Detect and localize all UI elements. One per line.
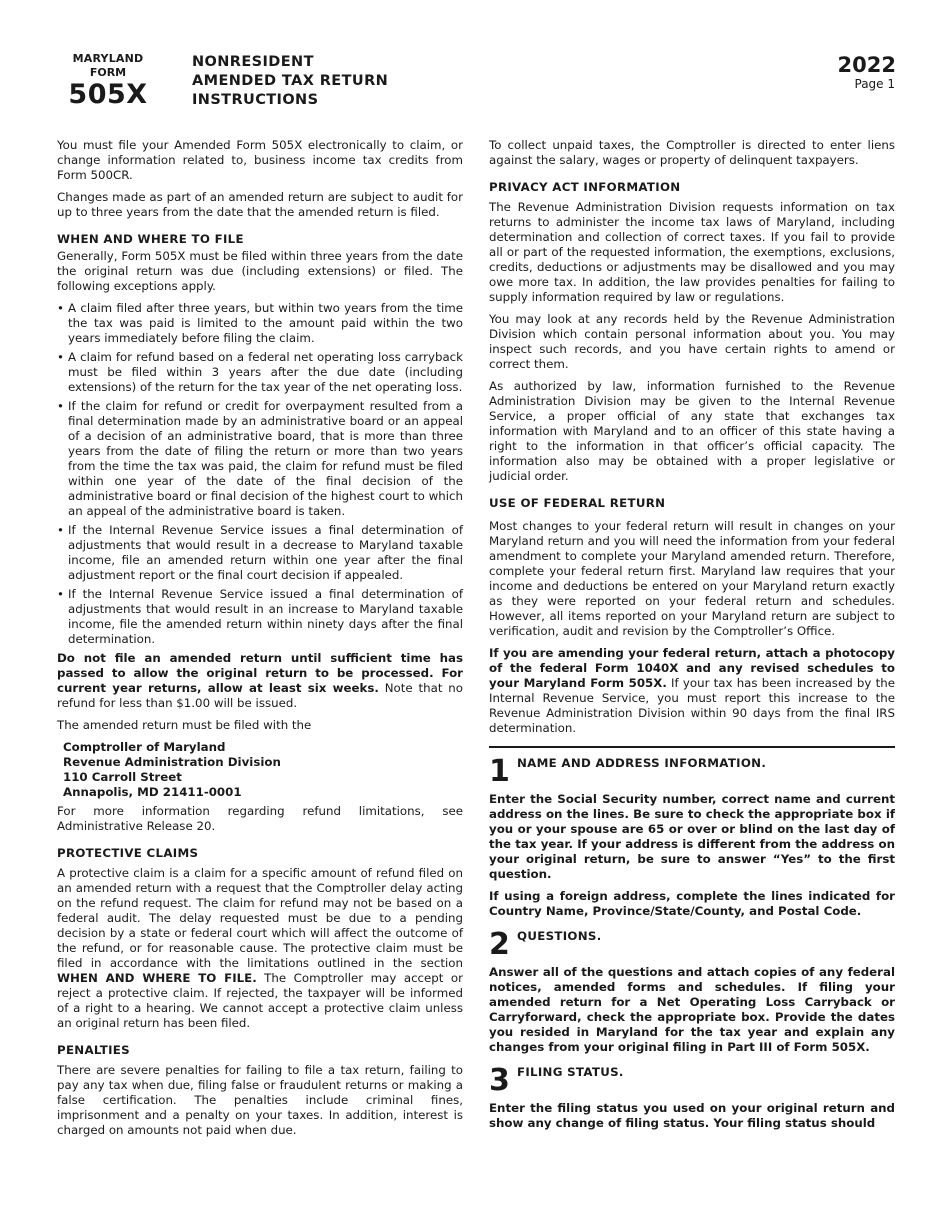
list-item: • A claim filed after three years, but within two years from the time the tax was paid is limited to the amount paid within the two years immediately before filing the claim.: [57, 301, 463, 346]
section-1-paragraph-2: If using a foreign address, complete the lines indicated for Country Name, Province/State/County, and Postal Code.: [489, 889, 895, 918]
section-3-paragraph-1: Enter the filing status you used on your original return and show any change of filing status. Your filing status should: [489, 1101, 895, 1130]
privacy-paragraph-1: The Revenue Administration Division requests information on tax returns to administer the income tax laws of Maryland, including determination and collection of correct taxes. If you fail to provide all or part of the requested information, the exemptions, exclusions, credits, deductions or adjustments may be disallowed and you may owe more tax. In addition, the law provides penalties for failing to supply information required by law or regulations.: [489, 200, 895, 304]
privacy-paragraph-2: You may look at any records held by the Revenue Administration Division which contain personal information about you. You may inspect such records, and you have certain rights to amend or correct them.: [489, 312, 895, 371]
section-number: 2: [489, 927, 510, 962]
address-line: 110 Carroll Street: [63, 770, 182, 784]
do-not-file-bold: Do not file an amended return until sufficient time has passed to allow the original return to be processed. For current year returns, allow at least six weeks.: [57, 651, 463, 695]
section-title: QUESTIONS.: [517, 929, 602, 943]
federal-return-heading: USE OF FEDERAL RETURN: [489, 496, 666, 510]
privacy-heading: PRIVACY ACT INFORMATION: [489, 180, 681, 194]
address-line: Revenue Administration Division: [63, 755, 281, 769]
protective-claims-text-a: A protective claim is a claim for a specific amount of refund filed on an amended return with a request that the Comptroller delay acting on the refund request. The claim for refund may not be based on a federal audit. The delay requested must be due to a pending decision by a state or federal court which will affect the outcome of the refund, or for reasonable cause. The protective claim must be filed in accordance with the limitations outlined in the section: [57, 866, 463, 970]
refund-limitations-text: For more information regarding refund limitations, see Administrative Release 20.: [57, 804, 463, 833]
address-line: Annapolis, MD 21411-0001: [63, 785, 242, 799]
federal-return-bold: If you are amending your federal return, attach a photocopy of the federal Form 1040X and any revised schedules to your Maryland Form 505X.: [489, 646, 895, 690]
title-line-1: NONRESIDENT: [192, 54, 314, 70]
liens-text: To collect unpaid taxes, the Comptroller is directed to enter liens against the salary, wages or property of delinquent taxpayers.: [489, 138, 895, 167]
protective-claims-ref: WHEN AND WHERE TO FILE.: [57, 971, 257, 985]
intro-paragraph-1: You must file your Amended Form 505X electronically to claim, or change information related to, business income tax credits from Form 500CR.: [57, 138, 463, 182]
exceptions-list: [57, 301, 463, 647]
intro-paragraph-2: Changes made as part of an amended return are subject to audit for up to three years from the date that the amended return is filed.: [57, 190, 463, 219]
section-title: FILING STATUS.: [517, 1065, 624, 1079]
list-item: • If the Internal Revenue Service issued a final determination of adjustments that would result in an increase to Maryland taxable income, file the amended return within ninety days after the final determination.: [57, 587, 463, 647]
protective-claims-heading: PROTECTIVE CLAIMS: [57, 846, 199, 860]
privacy-paragraph-3: As authorized by law, information furnished to the Revenue Administration Division may be given to the Internal Revenue Service, a proper official of any state that exchanges tax information with Maryland and to an officer of this state having a right to the information in that officer’s official capacity. The information also may be obtained with a proper legislative or judicial order.: [489, 379, 895, 483]
federal-return-rest: If your tax has been increased by the Internal Revenue Service, you must report this increase to the Revenue Administration Division within 90 days from the final IRS determination.: [489, 676, 895, 735]
right-column: [489, 138, 895, 1138]
page-number: Page 1: [854, 77, 895, 91]
list-item: • If the claim for refund or credit for overpayment resulted from a final determination made by an administrative board or an appeal of a decision of an administrative board, that is more than three years from the date of filing the return or more than two years from the time the tax was paid, the claim for refund must be filed within one year of the date of the final decision of the administrative board or final decision of the highest court to which an appeal of the administrative board is taken.: [57, 399, 463, 519]
when-where-text: Generally, Form 505X must be filed within three years from the date the original return was due (including extensions) or filed. The following exceptions apply.: [57, 249, 463, 293]
section-3-header: [489, 1063, 895, 1097]
penalties-heading: PENALTIES: [57, 1043, 130, 1057]
section-2-header: [489, 927, 895, 961]
federal-return-paragraph-2: [489, 646, 895, 736]
do-not-file-note: Note that no refund for less than $1.00 will be issued.: [57, 681, 463, 710]
section-1-header: [489, 754, 895, 788]
protective-claims-text-b: The Comptroller may accept or reject a protective claim. If rejected, the taxpayer will be informed of a right to a hearing. We cannot accept a protective claim unless an original return has been filed.: [57, 971, 463, 1030]
form-state-label: MARYLAND: [72, 52, 144, 65]
section-divider: [489, 746, 895, 748]
section-title: NAME AND ADDRESS INFORMATION.: [517, 756, 767, 770]
address-line: Comptroller of Maryland: [63, 740, 226, 754]
penalties-text: There are severe penalties for failing to file a tax return, failing to pay any tax when due, filing false or fraudulent returns or making a false certification. The penalties include criminal fines, imprisonment and a penalty on your taxes. In addition, interest is charged on amounts not paid when due.: [57, 1063, 463, 1137]
list-item: • A claim for refund based on a federal net operating loss carryback must be filed within 3 years after the due date (including extensions) of the return for the tax year of the net operating loss.: [57, 350, 463, 395]
federal-return-paragraph-1: Most changes to your federal return will result in changes on your Maryland return and you will need the information from your federal amendment to complete your Maryland amended return. Therefore, complete your federal return first. Maryland law requires that your income and deductions be entered on your Maryland return exactly as they were reported on your federal return and schedules. However, all items reported on your Maryland return are subject to verification, audit and revision by the Comptroller’s Office.: [489, 519, 895, 638]
filed-with-text: The amended return must be filed with the: [57, 718, 312, 732]
list-item: • If the Internal Revenue Service issues a final determination of adjustments that would result in a decrease to Maryland taxable income, file an amended return within one year after the final adjustment report or the final court decision if appealed.: [57, 523, 463, 583]
tax-year: 2022: [837, 53, 896, 77]
section-1-paragraph-1: Enter the Social Security number, correct name and current address on the lines. Be sure to check the appropriate box if you or your spouse are 65 or over or blind on the last day of the tax year. If your address is different from the address on your original return, be sure to answer “Yes” to the first question.: [489, 792, 895, 881]
do-not-file-paragraph: [57, 651, 463, 711]
document-title: [192, 53, 388, 110]
title-line-3: INSTRUCTIONS: [192, 92, 319, 108]
section-number: 3: [489, 1063, 510, 1098]
form-number: 505X: [68, 79, 148, 110]
when-where-heading: WHEN AND WHERE TO FILE: [57, 232, 244, 246]
title-line-2: AMENDED TAX RETURN: [192, 73, 389, 89]
section-2-paragraph-1: Answer all of the questions and attach copies of any federal notices, amended forms and schedules. If filing your amended return for a Net Operating Loss Carryback or Carryforward, check the appropriate box. Provide the dates you resided in Maryland for the tax year and explain any changes from your original filing in Part III of Form 505X.: [489, 965, 895, 1054]
form-label: FORM: [89, 66, 127, 79]
mailing-address: [57, 740, 463, 800]
section-number: 1: [489, 754, 510, 789]
protective-claims-text: [57, 866, 463, 1031]
left-column: [57, 138, 463, 1145]
